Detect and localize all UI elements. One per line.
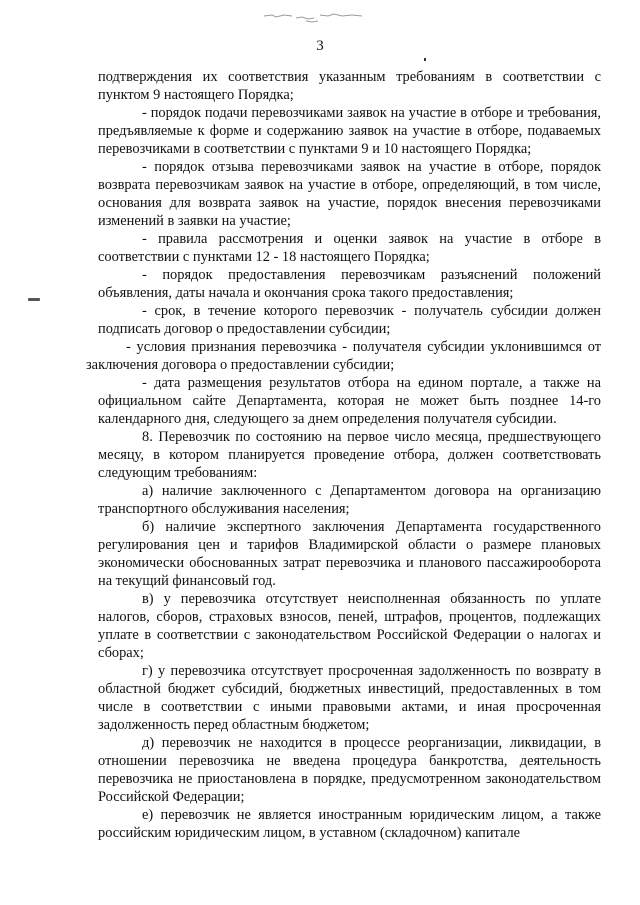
list-item-withdrawal-procedure: - порядок отзыва перевозчиками заявок на участие в отборе, порядок возврата перевозчикам заявок на участие в отборе, определяющий, в том числе, основания для возврата заявок на участие, порядок внесения перевозчиками изменений в заявки на участие; [98,159,601,229]
list-item-signing-term: - срок, в течение которого перевозчик - получатель субсидии должен подписать договор о предоставлении субсидии; [98,303,601,337]
requirement-a: а) наличие заключенного с Департаментом договора на организацию транспортного обслуживания населения; [98,483,601,517]
list-item-evasion-conditions: - условия признания перевозчика - получателя субсидии уклонившимся от заключения договора о предоставлении субсидии; [86,339,601,373]
list-item-results-date: - дата размещения результатов отбора на едином портале, а также на официальном сайте Департамента, которая не может быть позднее 14-го календарного дня, следующего за днем определения получателя субсидии. [98,375,601,427]
scan-speck [424,58,426,61]
list-item-application-procedure: - порядок подачи перевозчиками заявок на участие в отборе и требования, предъявляемые к форме и содержанию заявок на участие в отборе, подаваемых перевозчиками в соответствии с пунктами 9 и 10 настоящего Порядка; [98,105,601,157]
clause-8: 8. Перевозчик по состоянию на первое число месяца, предшествующего месяцу, в котором планируется проведение отбора, должен соответствовать следующим требованиям: [98,429,601,481]
faint-stamp-marks [262,10,372,24]
margin-scan-mark [28,298,40,301]
requirement-v: в) у перевозчика отсутствует неисполненная обязанность по уплате налогов, сборов, страховых взносов, пеней, штрафов, процентов, подлежащих уплате в соответствии с законодательством Российской Федерации о налогах и сборах; [98,591,601,661]
requirement-g: г) у перевозчика отсутствует просроченная задолженность по возврату в областной бюджет субсидий, бюджетных инвестиций, предоставленных в том числе в соответствии с иными правовыми актами, и иная просроченная задолженность перед областным бюджетом; [98,663,601,733]
page-number: 3 [316,38,324,54]
requirement-b: б) наличие экспертного заключения Департамента государственного регулирования цен и тарифов Владимирской области о размере плановых экономически обоснованных затрат перевозчика и планового пассажирооборота на текущий финансовый год. [98,519,601,589]
list-item-evaluation-rules: - правила рассмотрения и оценки заявок на участие в отборе в соответствии с пунктами 12 - 18 настоящего Порядка; [98,231,601,265]
document-body [86,68,601,842]
requirement-d: д) перевозчик не находится в процессе реорганизации, ликвидации, в отношении перевозчика не введена процедура банкротства, деятельность перевозчика не приостановлена в порядке, предусмотренном законодательством Российской Федерации; [98,735,601,805]
list-item-clarifications: - порядок предоставления перевозчикам разъяснений положений объявления, даты начала и окончания срока такого предоставления; [98,267,601,301]
paragraph-continuation: подтверждения их соответствия указанным требованиям в соответствии с пунктом 9 настоящего Порядка; [98,69,601,103]
requirement-e: е) перевозчик не является иностранным юридическим лицом, а также российским юридическим лицом, в уставном (складочном) капитале [98,807,601,841]
